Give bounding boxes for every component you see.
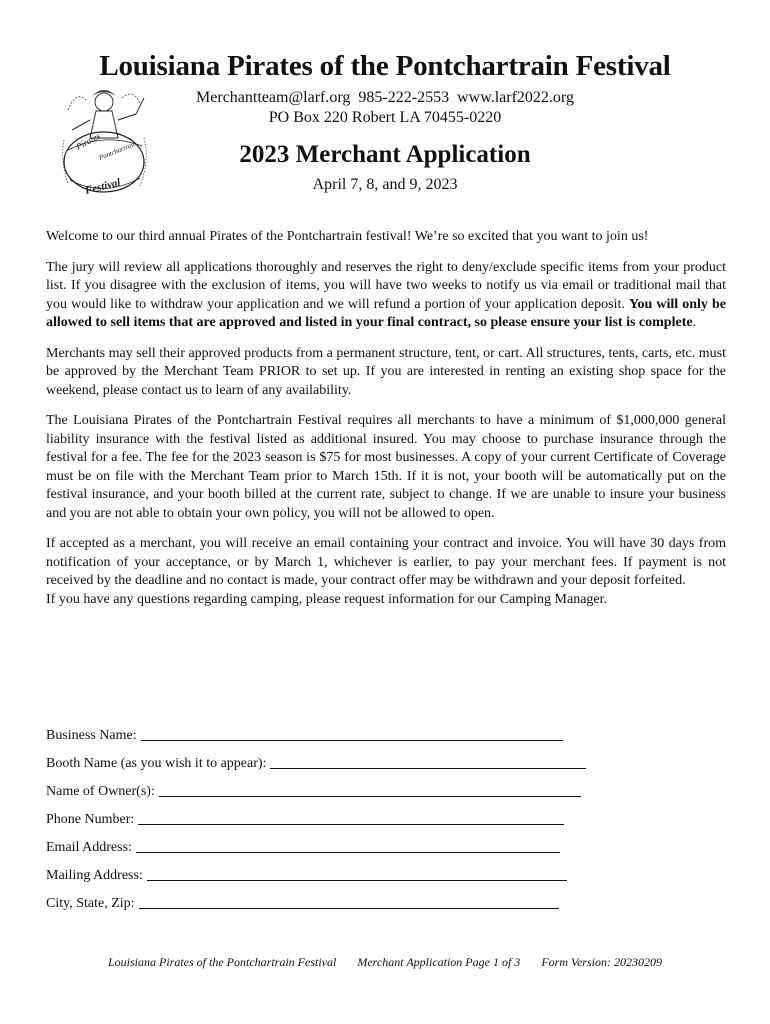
logo-text-mid: Pontchartrain [97,139,138,162]
mailing-label: Mailing Address: [46,868,143,883]
booth-name-label: Booth Name (as you wish it to appear): [46,756,267,771]
owners-label: Name of Owner(s): [46,784,155,799]
footer-festival: Louisiana Pirates of the Pontchartrain Festival [108,955,337,969]
mailing-field[interactable] [147,866,567,881]
business-name-label: Business Name: [46,728,137,743]
footer-version: Form Version: 20230209 [541,955,662,969]
phone-field[interactable] [138,810,564,825]
insurance-paragraph: The Louisiana Pirates of the Pontchartrain Festival requires all merchants to have a minimum of $1,000,000 general liability insurance with the festival listed as additional insured. You may choose to purchase insurance through the festival for a fee. The fee for the 2023 season is $75 for most businesses. A copy of your current Certificate of Coverage must be on file with the Merchant Team prior to March 15th. If it is not, your booth will be automatically put on the festival insurance, and your booth billed at the current rate, subject to change. If we are unable to insure your business and you are not able to obtain your own policy, you will not be allowed to open. [46,413,726,521]
contact-address: PO Box 220 Robert LA 70455-0220 [268,109,502,126]
contact-phone: 985-222-2553 [358,89,450,106]
application-title: 2023 Merchant Application [239,141,531,168]
business-name-field[interactable] [141,726,563,741]
camping-paragraph: If you have any questions regarding camping, please request information for our Camping Manager. [46,591,608,607]
phone-label: Phone Number: [46,812,135,827]
contact-line-1 [0,88,770,108]
owners-row [46,772,726,800]
merchant-form [46,716,726,912]
business-name-row [46,716,726,744]
city-field[interactable] [139,894,559,909]
jury-text-end: . [692,315,697,330]
mailing-row [46,856,726,884]
contact-email: Merchantteam@larf.org [196,89,351,106]
footer-page: Merchant Application Page 1 of 3 [357,955,521,969]
structures-paragraph: Merchants may sell their approved products from a permanent structure, tent, or cart. All structures, tents, carts, etc. must be approved by the Merchant Team PRIOR to set up. If you are interested in renting an existing shop space for the weekend, please contact us to learn of any availability. [46,345,726,398]
email-row [46,828,726,856]
jury-bold-text: You will only be allowed to sell items that are approved and listed in your final contract, so please ensure your list is complete [46,296,726,330]
page-footer [0,955,770,970]
jury-text: The jury will review all applications thoroughly and reserves the right to deny/exclude specific items from your product list. If you disagree with the exclusion of items, you will have two weeks to notify us via email or traditional mail that you would like to withdraw your application and we will refund a portion of your application deposit. [46,259,726,312]
phone-row [46,800,726,828]
contact-info [0,88,770,128]
contact-website: www.larf2022.org [457,89,574,106]
city-label: City, State, Zip: [46,896,135,911]
logo-text-top: Pirates [74,130,102,152]
email-field[interactable] [136,838,560,853]
jury-paragraph [46,259,726,333]
festival-dates: April 7, 8, and 9, 2023 [312,176,458,193]
logo-text-bottom: Festival [83,176,122,197]
welcome-paragraph: Welcome to our third annual Pirates of the Pontchartrain festival! We’re so excited that you want to join us! [46,229,649,244]
email-label: Email Address: [46,840,132,855]
body-text [46,228,726,621]
booth-name-field[interactable] [270,754,586,769]
acceptance-paragraph: If accepted as a merchant, you will receive an email containing your contract and invoice. You will have 30 days from notification of your acceptance, or by March 1, whichever is earlier, to pay your merchant fees. If payment is not received by the deadline and no contact is made, your contract offer may be withdrawn and your deposit forfeited. [46,536,726,588]
owners-field[interactable] [159,782,581,797]
city-row [46,884,726,912]
page-title: Louisiana Pirates of the Pontchartrain Festival [99,50,671,82]
booth-name-row [46,744,726,772]
